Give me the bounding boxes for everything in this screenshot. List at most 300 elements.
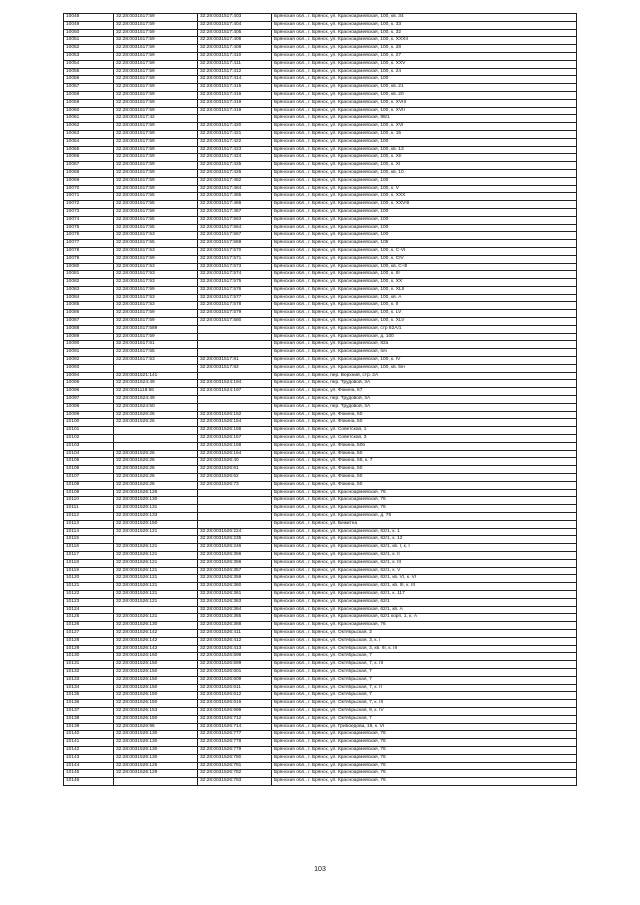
land-cadastral-number-cell: 32:28:0031517:55 [114, 193, 198, 201]
object-cadastral-number-cell: 32:28:0031517:414 [198, 76, 272, 84]
row-number-cell: 10051 [64, 37, 114, 45]
land-cadastral-number-cell: 32:28:0031524:49 [114, 396, 198, 404]
object-cadastral-number-cell: 32:28:0031517:416 [198, 91, 272, 99]
land-cadastral-number-cell: 32:28:0031517:589 [114, 325, 198, 333]
row-number-cell: 10145 [64, 770, 114, 778]
address-cell: Брянская обл., г. Брянск, ул. Фокина, 50 [272, 411, 577, 419]
object-cadastral-number-cell: 32:28:0031526:73 [198, 481, 272, 489]
address-cell: Брянская обл., г. Брянск, ул. Красноармейская, 100, к. 24 [272, 68, 577, 76]
land-cadastral-number-cell: 32:28:0031517:59 [114, 185, 198, 193]
row-number-cell: 10088 [64, 325, 114, 333]
object-cadastral-number-cell: 32:28:0031526:360 [198, 583, 272, 591]
land-cadastral-number-cell: 32:28:0031526:26 [114, 474, 198, 482]
address-cell: Брянская обл., г. Брянск, ул. Фокина, 50 [272, 419, 577, 427]
row-number-cell: 10121 [64, 583, 114, 591]
address-cell: Брянская обл., г. Брянск, ул. Красноармейская, 76 [272, 489, 577, 497]
table-row [64, 185, 577, 193]
table-row [64, 154, 577, 162]
land-cadastral-number-cell: 32:28:0031517:53 [114, 302, 198, 310]
row-number-cell: 10127 [64, 629, 114, 637]
object-cadastral-number-cell: 32:28:0031517:411 [198, 60, 272, 68]
object-cadastral-number-cell: 32:28:0031517:415 [198, 84, 272, 92]
land-cadastral-number-cell [114, 442, 198, 450]
row-number-cell: 10118 [64, 559, 114, 567]
table-row [64, 419, 577, 427]
address-cell: Брянская обл., г. Брянск, пер. Трудовой, 3А [272, 403, 577, 411]
row-number-cell: 10100 [64, 419, 114, 427]
row-number-cell: 10062 [64, 123, 114, 131]
land-cadastral-number-cell: 32:28:0031517:42 [114, 115, 198, 123]
object-cadastral-number-cell: 32:28:0031526:598 [198, 653, 272, 661]
row-number-cell: 10097 [64, 396, 114, 404]
row-number-cell: 10048 [64, 14, 114, 22]
address-cell: Брянская обл., г. Брянск, ул. Красноармейская, 82а [272, 341, 577, 349]
object-cadastral-number-cell: 32:28:0031517:424 [198, 154, 272, 162]
row-number-cell: 10144 [64, 762, 114, 770]
row-number-cell: 10052 [64, 45, 114, 53]
object-cadastral-number-cell [198, 497, 272, 505]
row-number-cell: 10067 [64, 162, 114, 170]
row-number-cell: 10104 [64, 450, 114, 458]
row-number-cell: 10085 [64, 302, 114, 310]
row-number-cell: 10117 [64, 551, 114, 559]
address-cell: Брянская обл., г. Брянск, ул. Красноармейская, 100, кв. C-III [272, 263, 577, 271]
land-cadastral-number-cell: 32:28:0031526:26 [114, 419, 198, 427]
land-cadastral-number-cell: 32:28:0031517:53 [114, 271, 198, 279]
land-cadastral-number-cell: 32:28:0031517:59 [114, 14, 198, 22]
row-number-cell: 10058 [64, 91, 114, 99]
land-cadastral-number-cell: 32:28:0031526:150 [114, 661, 198, 669]
address-cell: Брянская обл., г. Брянск, ул. Красноармейская, 100 [272, 76, 577, 84]
row-number-cell: 10112 [64, 513, 114, 521]
land-cadastral-number-cell: 32:28:0031526:150 [114, 676, 198, 684]
table-row [64, 115, 577, 123]
land-cadastral-number-cell: 32:28:0031517:59 [114, 60, 198, 68]
land-cadastral-number-cell: 32:28:0031526:121 [114, 598, 198, 606]
object-cadastral-number-cell: 32:28:0031517:580 [198, 318, 272, 326]
row-number-cell: 10078 [64, 247, 114, 255]
row-number-cell: 10057 [64, 84, 114, 92]
row-number-cell: 10060 [64, 107, 114, 115]
address-cell: Брянская обл., г. Брянск, ул. Красноармейская, 100, к. 27 [272, 52, 577, 60]
address-cell: Брянская обл., г. Брянск, ул. Советская, 3 [272, 435, 577, 443]
land-cadastral-number-cell: 32:28:0031517:59 [114, 255, 198, 263]
table-row [64, 91, 577, 99]
object-cadastral-number-cell: 32:28:0031526:781 [198, 762, 272, 770]
row-number-cell: 10091 [64, 349, 114, 357]
object-cadastral-number-cell: 32:28:0031517:563 [198, 216, 272, 224]
table-row [64, 255, 577, 263]
table-row [64, 271, 577, 279]
table-row [64, 645, 577, 653]
land-cadastral-number-cell: 32:28:0031526:150 [114, 684, 198, 692]
table-row [64, 216, 577, 224]
land-cadastral-number-cell: 32:28:0031526:150 [114, 700, 198, 708]
row-number-cell: 10053 [64, 52, 114, 60]
object-cadastral-number-cell: 32:28:0031526:364 [198, 606, 272, 614]
table-row [64, 76, 577, 84]
row-number-cell: 10113 [64, 520, 114, 528]
table-row [64, 661, 577, 669]
land-cadastral-number-cell: 32:28:0031526:121 [114, 575, 198, 583]
land-cadastral-number-cell: 32:28:0031517:59 [114, 84, 198, 92]
object-cadastral-number-cell: 32:28:0031517:425 [198, 162, 272, 170]
address-cell: Брянская обл., г. Брянск, ул. Красноармейская, 76 [272, 746, 577, 754]
table-row [64, 466, 577, 474]
table-row [64, 279, 577, 287]
land-cadastral-number-cell: 32:28:0031526:121 [114, 551, 198, 559]
row-number-cell: 10049 [64, 21, 114, 29]
land-cadastral-number-cell: 32:28:0031526:121 [114, 544, 198, 552]
row-number-cell: 10142 [64, 746, 114, 754]
address-cell: Брянская обл., г. Брянск, ул. Октябрьская, 7, к. II [272, 684, 577, 692]
row-number-cell: 10082 [64, 279, 114, 287]
address-cell: Брянская обл., г. Брянск, ул. Красноармейская, 76 [272, 622, 577, 630]
table-row [64, 21, 577, 29]
table-row [64, 380, 577, 388]
row-number-cell: 10139 [64, 723, 114, 731]
address-cell: Брянская обл., г. Брянск, ул. Грибоедова, 19, к. VI [272, 723, 577, 731]
table-row [64, 52, 577, 60]
address-cell: Брянская обл., г. Брянск, ул. Красноармейская, 100, кв. 21 [272, 84, 577, 92]
object-cadastral-number-cell: 32:28:0031517:419 [198, 107, 272, 115]
table-row [64, 520, 577, 528]
land-cadastral-number-cell: 32:28:0031517:53 [114, 263, 198, 271]
property-register-table [63, 13, 577, 786]
land-cadastral-number-cell: 32:28:0031526:121 [114, 567, 198, 575]
land-cadastral-number-cell: 32:28:0031517:59 [114, 208, 198, 216]
object-cadastral-number-cell: 32:28:0031517:405 [198, 29, 272, 37]
address-cell: Брянская обл., г. Брянск, ул. Красноармейская, 100, к. II [272, 302, 577, 310]
row-number-cell: 10090 [64, 341, 114, 349]
table-row [64, 29, 577, 37]
address-cell: Брянская обл., г. Брянск, пер. Трудовой, 3А [272, 380, 577, 388]
land-cadastral-number-cell: 32:28:0031526:130 [114, 497, 198, 505]
table-row [64, 770, 577, 778]
row-number-cell: 10074 [64, 216, 114, 224]
land-cadastral-number-cell: 32:28:0031517:59 [114, 318, 198, 326]
address-cell: Брянская обл., г. Брянск, ул. Красноармейская, 100, кв. 10 [272, 169, 577, 177]
object-cadastral-number-cell [198, 505, 272, 513]
table-row [64, 138, 577, 146]
object-cadastral-number-cell: 32:28:0031526:368 [198, 622, 272, 630]
address-cell: Брянская обл., г. Брянск, ул. Красноармейская, д. 100 [272, 333, 577, 341]
object-cadastral-number-cell: 32:28:0031517:574 [198, 271, 272, 279]
land-cadastral-number-cell: 32:28:0031526:121 [114, 614, 198, 622]
land-cadastral-number-cell: 32:28:0031526:26 [114, 411, 198, 419]
row-number-cell: 10123 [64, 598, 114, 606]
object-cadastral-number-cell: 32:28:0031524:197 [198, 388, 272, 396]
row-number-cell: 10073 [64, 208, 114, 216]
address-cell: Брянская обл., г. Брянск, ул. Красноармейская, 100, к. XI [272, 162, 577, 170]
table-row [64, 14, 577, 22]
address-cell: Брянская обл., г. Брянск, ул. Красноармейская, 62/1, к. III [272, 559, 577, 567]
land-cadastral-number-cell: 32:28:0031517:59 [114, 91, 198, 99]
table-row [64, 427, 577, 435]
land-cadastral-number-cell [114, 536, 198, 544]
object-cadastral-number-cell: 32:28:0031517:569 [198, 240, 272, 248]
land-cadastral-number-cell: 32:28:0031517:55 [114, 201, 198, 209]
land-cadastral-number-cell: 32:28:0031517:55 [114, 240, 198, 248]
object-cadastral-number-cell: 32:28:0031526:411 [198, 629, 272, 637]
table-row [64, 637, 577, 645]
address-cell: Брянская обл., г. Брянск, ул. Красноармейская, 100, к. XII [272, 154, 577, 162]
table-row [64, 318, 577, 326]
row-number-cell: 10134 [64, 684, 114, 692]
object-cadastral-number-cell: 32:28:0031517:412 [198, 68, 272, 76]
land-cadastral-number-cell: 32:28:0031517:55 [114, 224, 198, 232]
row-number-cell: 10050 [64, 29, 114, 37]
land-cadastral-number-cell: 32:28:0031526:142 [114, 629, 198, 637]
object-cadastral-number-cell: 32:28:0031526:714 [198, 723, 272, 731]
address-cell: Брянская обл., г. Брянск, ул. Красноармейская, 100, к. XXVIII [272, 201, 577, 209]
address-cell: Брянская обл., г. Брянск, ул. Красноармейская, 100 [272, 208, 577, 216]
land-cadastral-number-cell: 32:28:0031517:59 [114, 68, 198, 76]
table-row [64, 668, 577, 676]
table-row [64, 45, 577, 53]
table-row [64, 99, 577, 107]
object-cadastral-number-cell: 32:28:0031517:466 [198, 201, 272, 209]
table-row [64, 474, 577, 482]
table-row [64, 754, 577, 762]
land-cadastral-number-cell: 32:28:0031517:59 [114, 76, 198, 84]
object-cadastral-number-cell: 32:28:0031517:465 [198, 193, 272, 201]
object-cadastral-number-cell: 32:28:0031526:62 [198, 474, 272, 482]
row-number-cell: 10059 [64, 99, 114, 107]
land-cadastral-number-cell: 32:28:0031517:53 [114, 294, 198, 302]
row-number-cell: 10114 [64, 528, 114, 536]
row-number-cell: 10133 [64, 676, 114, 684]
land-cadastral-number-cell: 32:28:0031517:65 [114, 349, 198, 357]
table-body [64, 14, 577, 786]
row-number-cell: 10094 [64, 372, 114, 380]
object-cadastral-number-cell: 32:28:0031526:778 [198, 739, 272, 747]
table-row [64, 364, 577, 372]
row-number-cell: 10105 [64, 458, 114, 466]
address-cell: Брянская обл., г. Брянск, ул. Красноармейская, 62/1, кв. VI, к. VI [272, 575, 577, 583]
address-cell: Брянская обл., г. Брянск, ул. Фокина, 67 [272, 388, 577, 396]
table-row [64, 458, 577, 466]
object-cadastral-number-cell [198, 341, 272, 349]
object-cadastral-number-cell: 32:28:0031526:356 [198, 551, 272, 559]
address-cell: Брянская обл., г. Брянск, ул. Красноармейская, 100, к. IV [272, 357, 577, 365]
address-cell: Брянская обл., г. Брянск, ул. Красноармейская, 100 [272, 216, 577, 224]
table-row [64, 349, 577, 357]
land-cadastral-number-cell: 32:28:0031118:56 [114, 388, 198, 396]
object-cadastral-number-cell [198, 396, 272, 404]
row-number-cell: 10055 [64, 68, 114, 76]
land-cadastral-number-cell: 32:28:0031526:26 [114, 458, 198, 466]
table-row [64, 123, 577, 131]
table-row [64, 232, 577, 240]
land-cadastral-number-cell: 32:28:0031526:26 [114, 481, 198, 489]
table-row [64, 598, 577, 606]
land-cadastral-number-cell: 32:28:0031526:130 [114, 739, 198, 747]
address-cell: Брянская обл., г. Брянск, ул. Красноармейская, 98/1 [272, 115, 577, 123]
table-row [64, 700, 577, 708]
address-cell: Брянская обл., г. Брянск, ул. Красноармейская, 100, к. XVIII [272, 99, 577, 107]
object-cadastral-number-cell: 32:28:0031526:157 [198, 435, 272, 443]
object-cadastral-number-cell: 32:28:0031526:235 [198, 536, 272, 544]
row-number-cell: 10070 [64, 185, 114, 193]
table-row [64, 357, 577, 365]
row-number-cell: 10054 [64, 60, 114, 68]
address-cell: Брянская обл., г. Брянск, ул. Красноармейская, 100, кв. А [272, 294, 577, 302]
table-row [64, 37, 577, 45]
row-number-cell: 10071 [64, 193, 114, 201]
address-cell: Брянская обл., г. Брянск, пер. Трудовой, 3А [272, 396, 577, 404]
table-row [64, 676, 577, 684]
table-row [64, 489, 577, 497]
land-cadastral-number-cell: 32:28:0031517:53 [114, 279, 198, 287]
object-cadastral-number-cell: 32:28:0031517:467 [198, 208, 272, 216]
object-cadastral-number-cell [198, 513, 272, 521]
row-number-cell: 10140 [64, 731, 114, 739]
row-number-cell: 10064 [64, 138, 114, 146]
object-cadastral-number-cell [198, 349, 272, 357]
land-cadastral-number-cell: 32:28:0031517:59 [114, 169, 198, 177]
row-number-cell: 10086 [64, 310, 114, 318]
address-cell: Брянская обл., г. Брянск, ул. Октябрьская, 7 [272, 676, 577, 684]
row-number-cell: 10126 [64, 622, 114, 630]
table-row [64, 333, 577, 341]
object-cadastral-number-cell: 32:28:0031526:783 [198, 778, 272, 786]
table-row [64, 567, 577, 575]
address-cell: Брянская обл., г. Брянск, ул. Красноармейская, б/н [272, 349, 577, 357]
row-number-cell: 10066 [64, 154, 114, 162]
table-row [64, 286, 577, 294]
row-number-cell: 10079 [64, 255, 114, 263]
object-cadastral-number-cell: 32:28:0031517:464 [198, 185, 272, 193]
row-number-cell: 10065 [64, 146, 114, 154]
row-number-cell: 10092 [64, 357, 114, 365]
object-cadastral-number-cell: 32:28:0031526:777 [198, 731, 272, 739]
table-row [64, 442, 577, 450]
land-cadastral-number-cell: 32:28:0031517:53 [114, 247, 198, 255]
address-cell: Брянская обл., г. Брянск, ул. Красноармейская, 76 [272, 770, 577, 778]
object-cadastral-number-cell: 32:28:0031526:164 [198, 450, 272, 458]
row-number-cell: 10081 [64, 271, 114, 279]
object-cadastral-number-cell: 32:28:0031526:357 [198, 567, 272, 575]
object-cadastral-number-cell: 32:28:0031526:609 [198, 676, 272, 684]
row-number-cell: 10132 [64, 668, 114, 676]
land-cadastral-number-cell: 32:28:0031526:130 [114, 754, 198, 762]
address-cell: Брянская обл., г. Брянск, ул. Октябрьская, 7, к. III [272, 661, 577, 669]
object-cadastral-number-cell: 32:28:0031517:577 [198, 294, 272, 302]
address-cell: Брянская обл., г. Брянск, ул. Красноармейская, 76 [272, 762, 577, 770]
address-cell: Брянская обл., г. Брянск, ул. Красноармейская, 100, к. XXV [272, 60, 577, 68]
address-cell: Брянская обл., г. Брянск, ул. Красноармейская, 62/1, к. 1 [272, 528, 577, 536]
row-number-cell: 10128 [64, 637, 114, 645]
object-cadastral-number-cell: 32:28:0031526:154 [198, 419, 272, 427]
address-cell: Брянская обл., г. Брянск, пер. Верхний, стр. 2А [272, 372, 577, 380]
row-number-cell: 10084 [64, 294, 114, 302]
row-number-cell: 10061 [64, 115, 114, 123]
object-cadastral-number-cell [198, 489, 272, 497]
object-cadastral-number-cell: 32:28:0031526:356 [198, 559, 272, 567]
address-cell: Брянская обл., г. Брянск, ул. Октябрьская, 7, к. III [272, 700, 577, 708]
land-cadastral-number-cell: 32:28:0031517:55 [114, 216, 198, 224]
row-number-cell: 10099 [64, 411, 114, 419]
land-cadastral-number-cell: 32:28:0031517:59 [114, 37, 198, 45]
row-number-cell: 10069 [64, 177, 114, 185]
table-row [64, 692, 577, 700]
table-row [64, 201, 577, 209]
table-row [64, 707, 577, 715]
address-cell: Брянская обл., г. Брянск, ул. Октябрьская, 7 [272, 653, 577, 661]
object-cadastral-number-cell: 32:28:0031517:422 [198, 138, 272, 146]
land-cadastral-number-cell: 32:28:0031517:59 [114, 107, 198, 115]
land-cadastral-number-cell: 32:28:0031517:59 [114, 130, 198, 138]
row-number-cell: 10072 [64, 201, 114, 209]
object-cadastral-number-cell: 32:28:0031526:699 [198, 707, 272, 715]
object-cadastral-number-cell: 32:28:0031526:782 [198, 770, 272, 778]
row-number-cell: 10068 [64, 169, 114, 177]
table-row [64, 403, 577, 411]
table-row [64, 177, 577, 185]
table-row [64, 84, 577, 92]
address-cell: Брянская обл., г. Брянск, ул. Октябрьская, 3, к. I [272, 637, 577, 645]
object-cadastral-number-cell [198, 403, 272, 411]
object-cadastral-number-cell [198, 520, 272, 528]
address-cell: Брянская обл., г. Брянск, ул. Красноармейская, 76 [272, 731, 577, 739]
object-cadastral-number-cell: 32:28:0031526:156 [198, 427, 272, 435]
land-cadastral-number-cell: 32:28:0031521:141 [114, 372, 198, 380]
table-row [64, 715, 577, 723]
object-cadastral-number-cell [198, 372, 272, 380]
land-cadastral-number-cell: 32:28:0031517:53 [114, 232, 198, 240]
land-cadastral-number-cell [114, 778, 198, 786]
address-cell: Брянская обл., г. Брянск, ул. Красноармейская, 62/1, к. 12 [272, 536, 577, 544]
land-cadastral-number-cell [114, 435, 198, 443]
table-row [64, 575, 577, 583]
object-cadastral-number-cell: 32:28:0031526:413 [198, 645, 272, 653]
land-cadastral-number-cell: 32:28:0031526:142 [114, 645, 198, 653]
address-cell: Брянская обл., г. Брянск, ул. Красноармейская, 100, к. XLV [272, 318, 577, 326]
land-cadastral-number-cell: 32:28:0031517:59 [114, 310, 198, 318]
row-number-cell: 10083 [64, 286, 114, 294]
land-cadastral-number-cell: 32:28:0031526:26 [114, 466, 198, 474]
object-cadastral-number-cell: 32:28:0031526:601 [198, 668, 272, 676]
address-cell: Брянская обл., г. Брянск, ул. Красноармейская, 100, к. LV [272, 310, 577, 318]
page-number: 103 [314, 866, 326, 873]
table-row [64, 263, 577, 271]
land-cadastral-number-cell: 32:28:0031517:59 [114, 333, 198, 341]
land-cadastral-number-cell: 32:28:0031526:121 [114, 528, 198, 536]
table-row [64, 146, 577, 154]
table-row [64, 653, 577, 661]
table-row [64, 396, 577, 404]
table-row [64, 247, 577, 255]
row-number-cell: 10098 [64, 403, 114, 411]
row-number-cell: 10125 [64, 614, 114, 622]
table-row [64, 731, 577, 739]
object-cadastral-number-cell: 32:28:0031517:564 [198, 224, 272, 232]
table-row [64, 372, 577, 380]
address-cell: Брянская обл., г. Брянск, ул. Красноармейская, 100, к. XVI [272, 123, 577, 131]
land-cadastral-number-cell: 32:28:0031517:59 [114, 21, 198, 29]
address-cell: Брянская обл., г. Брянск, ул. Советская, 1 [272, 427, 577, 435]
object-cadastral-number-cell: 32:28:0031517:576 [198, 286, 272, 294]
address-cell: Брянская обл., г. Брянск, ул. Красноармейская, 62/1, кв. I, к. I [272, 544, 577, 552]
row-number-cell: 10077 [64, 240, 114, 248]
object-cadastral-number-cell: 32:28:0031517:423 [198, 146, 272, 154]
address-cell: Брянская обл., г. Брянск, ул. Бежитна [272, 520, 577, 528]
address-cell: Брянская обл., г. Брянск, ул. Фокина, 50 [272, 466, 577, 474]
address-cell: Брянская обл., г. Брянск, ул. Красноармейская, 76 [272, 497, 577, 505]
object-cadastral-number-cell: 32:28:0031517:426 [198, 169, 272, 177]
table-row [64, 435, 577, 443]
